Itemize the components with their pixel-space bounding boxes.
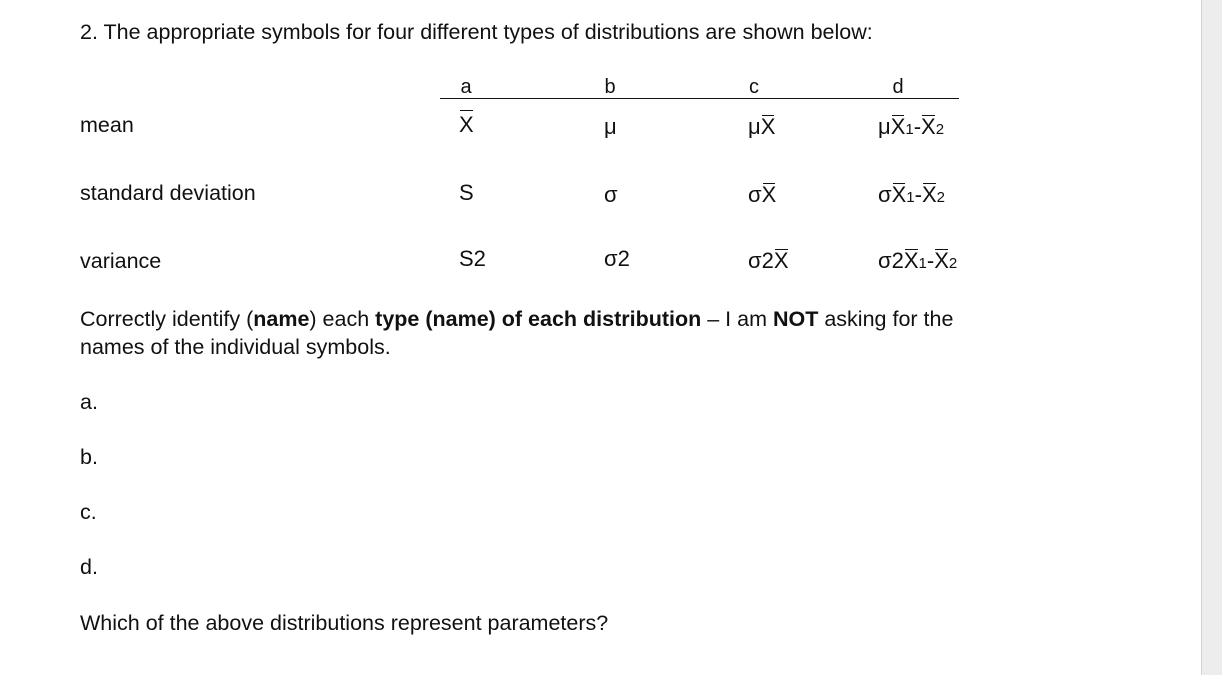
variance-symbol-a: S2: [459, 246, 486, 271]
answer-label-d: d.: [80, 555, 98, 579]
answer-label-c: c.: [80, 500, 97, 524]
column-header-d: d: [892, 76, 904, 98]
column-header-a: a: [460, 76, 472, 98]
variance-symbol-c: σ2X: [748, 248, 789, 273]
row-label-standard-deviation: standard deviation: [80, 181, 256, 205]
answer-label-b: b.: [80, 445, 98, 469]
instruction-line-2: names of the individual symbols.: [80, 335, 391, 359]
final-question: Which of the above distributions represent parameters?: [80, 611, 609, 635]
row-label-variance: variance: [80, 249, 162, 273]
sd-symbol-d: σX1-X2: [878, 182, 945, 207]
sd-symbol-b: σ: [604, 182, 618, 207]
mean-symbol-b: μ: [604, 114, 617, 139]
header-rule: [440, 98, 959, 99]
question-intro: 2. The appropriate symbols for four different types of distributions are shown below:: [80, 20, 873, 44]
sd-symbol-c: σX: [748, 182, 777, 207]
sd-symbol-a: S: [459, 180, 474, 205]
mean-symbol-a: X: [459, 112, 474, 137]
variance-symbol-d: σ2X1-X2: [878, 248, 958, 273]
answer-label-a: a.: [80, 390, 98, 414]
mean-symbol-c: μX: [748, 114, 776, 139]
column-header-b: b: [604, 76, 616, 98]
mean-symbol-d: μX1-X2: [878, 114, 945, 139]
variance-symbol-b: σ2: [604, 246, 630, 271]
instruction-line-1: Correctly identify (name) each type (name) of each distribution – I am NOT asking for the: [80, 307, 954, 331]
row-label-mean: mean: [80, 113, 134, 137]
column-header-c: c: [749, 76, 759, 98]
vertical-scrollbar[interactable]: [1201, 0, 1222, 675]
